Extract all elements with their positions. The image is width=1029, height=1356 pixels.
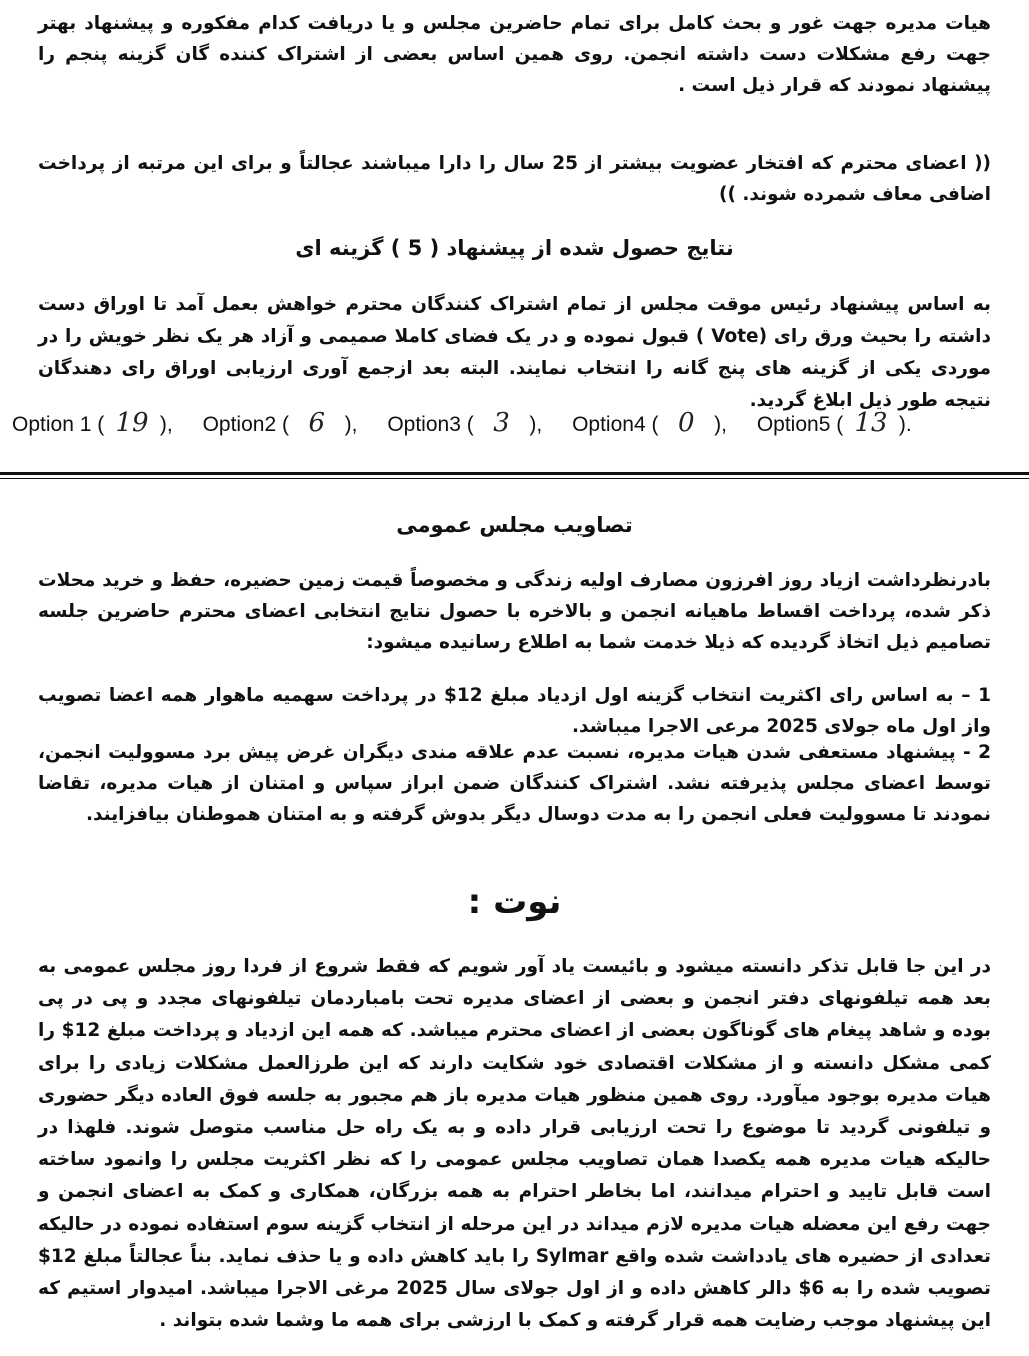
option-close: ),	[529, 413, 543, 436]
option-4-result	[572, 408, 733, 438]
option-close: ),	[714, 413, 727, 436]
option-label: Option 1 (	[12, 413, 105, 436]
decision-1: 1 – به اساس رای اکثریت انتخاب گزینه اول ازدیاد مبلغ 12$ در پرداخت سهمیه ماهوار همه اعضا تصویب واز اول ماه جولای 2025 مرعی الاجرا میباشد.	[38, 685, 991, 737]
decision-2: 2 - پیشنهاد مستعفی شدن هیات مدیره، نسبت عدم علاقه مندی دیگران غرض پیش برد مسوولیت انجمن، توسط اعضای مجلس پذیرفته نشد. اشتراک کنندگان ضمن ابراز سپاس و امتنان از هیات مدیره، تقاضا نمودند تا مسوولیت فعلی انجمن را به مدت دوسال دیگر بدوش گرفته و به امتنان هموطنان بیافزایند.	[38, 742, 991, 825]
option-3-result	[387, 408, 548, 438]
option-vote-count: 0	[678, 408, 695, 438]
vote-results-line	[12, 408, 1017, 438]
option-label: Option2 (	[202, 413, 289, 436]
option-2-result	[202, 408, 364, 438]
option-close: ),	[344, 413, 358, 436]
option-1-result	[12, 408, 179, 438]
decisions-heading: تصاویب مجلس عمومی	[396, 513, 633, 537]
note-heading: نوت :	[467, 882, 562, 922]
note-paragraph: در این جا قابل تذکر دانسته میشود و بائیست یاد آور شویم که فقط شروع از فردا روز مجلس عمومی به بعد همه تیلفونهای دفتر انجمن و بعضی از اعضای مدیره تحت بامباردمان تیلفونهای مجدد و پی در پی بوده و شاهد پیغام های گوناگون بعضی از اعضای محترم میباشد. که همه این ازدیاد و پرداخت مبلغ 12$ را کمی مشکل دانسته و از مشکلات اقتصادی خود شکایت دارند که این طرزالعمل مشکلات زیادی را برای هیات مدیره بوجود میآورد. روی همین منظور هیات مدیره باز هم مجبور به جلسه فوق العاده دیگر حضوری و تیلفونی گردید تا موضوع را تحت ارزیابی قرار داده و به یک راه حل مناسب متوصل شوند. فلهذا در حالیکه هیات مدیره همه یکصدا همان تصاویب مجلس عمومی را که نظر اکثریت مجلس را وانمود ساخته است قابل تایید و احترام میدانند، اما بخاطر احترام به همه بزرگان، همکاری و کمک به اعضای انجمن و جهت رفع این معضله هیات مدیره لازم میداند در این مرحله از انتخاب گزینه سوم استفاده نموده در حالیکه تعدادی از حضیره های یادداشت شده واقع Sylmar را باید کاهش داده و یا حذف نماید. بناً عجالتاً مبلغ 12$ تصویب شده را به 6$ دالر کاهش داده و از اول جولای سال 2025 مرغی الاجرا میباشد. امیدوار استیم که این پیشنهاد موجب رضایت همه قرار گرفته و کمک با ارزشی برای همه ما وشما شده بتواند .	[38, 956, 991, 1332]
option-5-result	[756, 408, 912, 438]
decisions-intro: بادرنظرداشت ازیاد روز افرزون مصارف اولیه زندگی و مخصوصاً قیمت زمین حضیره، حفظ و خرید محلات ذکر شده، پرداخت اقساط ماهیانه انجمن و بالاخره با حصول نتایج انتخابی اعضای محترم حاضرین جلسه تصامیم ذیل اتخاذ گردیده که ذیلا خدمت شما به اطلاع رسانیده میشود:	[38, 570, 991, 653]
section-divider-thick	[0, 472, 1029, 475]
option-vote-count: 3	[493, 408, 510, 438]
intro-paragraph: هیات مدیره جهت غور و بحث کامل برای تمام حاضرین مجلس و یا دریافت کدام مفکوره و پیشنهاد بهتر جهت رفع مشکلات دست داشته انجمن. روی همین اساس بعضی از اشتراک کننده گان گزینه پنجم را پیشنهاد نمودند که قرار ذیل است .	[38, 13, 991, 96]
option-vote-count: 19	[115, 408, 149, 438]
option-close: ),	[159, 413, 173, 436]
results-paragraph: به اساس پیشنهاد رئیس موقت مجلس از تمام اشتراک کنندگان محترم خواهش بعمل آمد تا اوراق دست داشته را بحیث ورق رای (Vote ) قبول نموده و در یک فضای کاملا صمیمی و آزاد هر یک نظر خویش را در موردی یکی از گزینه های پنج گانه را انتخاب نمایند. البته بعد ازجمع آوری ارزیابی اوراق رای دهندگان نتیجه طور ذیل ابلاغ گردید.	[38, 294, 991, 411]
option-close: ).	[898, 413, 912, 436]
results-heading: نتایج حصول شده از پیشنهاد ( 5 ) گزینه ای	[295, 236, 734, 260]
option-vote-count: 6	[308, 408, 326, 438]
option-vote-count: 13	[854, 408, 888, 438]
section-divider-thin	[0, 478, 1029, 479]
option-label: Option5 (	[756, 413, 844, 436]
quoted-proposal: (( اعضای محترم که افتخار عضویت بیشتر از 25 سال را دارا میباشند عجالتاً و برای این مرتبه از پرداخت اضافی معاف شمرده شوند. ))	[38, 153, 991, 205]
option-label: Option4 (	[572, 413, 659, 436]
option-label: Option3 (	[387, 413, 474, 436]
